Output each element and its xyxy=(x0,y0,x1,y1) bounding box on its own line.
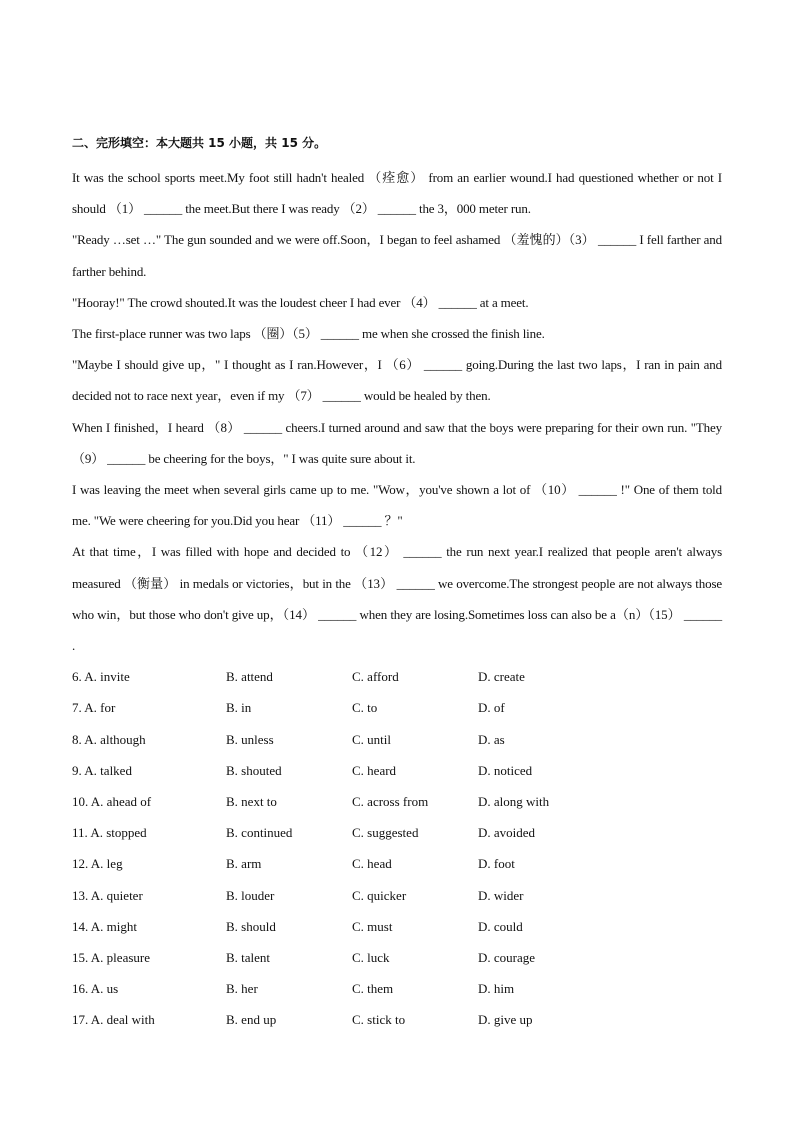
option-a: 14. A. might xyxy=(72,918,138,934)
passage-paragraph: "Maybe I should give up，" I thought as I ran.However，I （6） ______ going.During the last two laps，I ran in pain and decided not to race next year，even if my （7） ______ would be healed by then. xyxy=(72,357,722,404)
option-b: B. talent xyxy=(226,949,271,965)
question-number: 14. xyxy=(72,918,89,934)
option-c: C. stick to xyxy=(352,1012,406,1028)
option-d: D. wider xyxy=(478,887,524,903)
option-b: B. should xyxy=(226,918,276,934)
option-d: D. courage xyxy=(478,949,536,965)
question-options-row xyxy=(72,724,722,755)
option-a: 11. A. stopped xyxy=(72,825,147,841)
option-a: 10. A. ahead of xyxy=(72,794,152,809)
option-c: C. heard xyxy=(352,762,397,778)
passage-paragraph: "Ready …set …" The gun sounded and we were off.Soon，I began to feel ashamed （羞愧的）（3） ______ I fell farther and farther behind. xyxy=(72,232,722,279)
passage-paragraph: I was leaving the meet when several girls came up to me. "Wow，you've shown a lot of （10） ______ !" One of them told me. "We were cheering for you.Did you hear （11） ______ ？" xyxy=(72,482,722,529)
question-number: 11. xyxy=(72,825,88,841)
question-options-row xyxy=(72,817,722,848)
question-options-row xyxy=(72,911,722,942)
document-page xyxy=(72,136,722,1036)
option-b: B. continued xyxy=(226,825,293,841)
option-b: B. next to xyxy=(226,794,277,809)
option-d: D. as xyxy=(478,731,505,747)
option-c: C. quicker xyxy=(352,887,407,903)
option-d: D. him xyxy=(478,981,515,997)
question-number: 8. xyxy=(72,731,82,747)
option-a: 17. A. deal with xyxy=(72,1012,155,1028)
option-b: B. her xyxy=(226,981,258,997)
question-options-row xyxy=(72,880,722,911)
question-options-row xyxy=(72,1004,722,1035)
question-number: 10. xyxy=(72,794,89,809)
option-c: C. to xyxy=(352,700,378,716)
passage-paragraph: It was the school sports meet.My foot still hadn't healed （痊愈） from an earlier wound.I had questioned whether or not I should （1） ______ the meet.But there I was ready （2） ______ the 3，000 meter run. xyxy=(72,170,722,217)
passage-paragraph: The first-place runner was two laps （圈）（5） ______ me when she crossed the finish line. xyxy=(72,326,545,342)
option-a: 15. A. pleasure xyxy=(72,949,150,965)
option-d: D. along with xyxy=(478,794,550,809)
option-b: B. end up xyxy=(226,1012,277,1028)
option-d: D. create xyxy=(478,669,525,685)
option-a: 8. A. although xyxy=(72,731,146,747)
answer-options xyxy=(72,661,722,1035)
question-options-row xyxy=(72,848,722,879)
question-options-row xyxy=(72,786,722,817)
option-b: B. louder xyxy=(226,887,275,903)
option-b: B. in xyxy=(226,700,252,716)
option-a: 16. A. us xyxy=(72,981,119,997)
question-options-row xyxy=(72,755,722,786)
question-options-row xyxy=(72,692,722,723)
option-d: D. noticed xyxy=(478,762,533,778)
option-c: C. luck xyxy=(352,949,390,965)
option-d: D. avoided xyxy=(478,825,536,841)
option-c: C. until xyxy=(352,731,392,747)
option-c: C. afford xyxy=(352,669,399,685)
passage-paragraph: When I finished，I heard （8） ______ cheers.I turned around and saw that the boys were preparing for their own run. "They （9） ______ be cheering for the boys，" I was quite sure about it. xyxy=(72,419,722,466)
option-a: 13. A. quieter xyxy=(72,887,143,903)
option-c: C. them xyxy=(352,981,394,997)
question-options-row xyxy=(72,942,722,973)
option-c: C. must xyxy=(352,918,393,934)
question-options-row xyxy=(72,973,722,1004)
option-c: C. head xyxy=(352,856,392,872)
option-a: 12. A. leg xyxy=(72,856,123,872)
option-d: D. foot xyxy=(478,856,515,872)
option-d: D. could xyxy=(478,918,523,934)
option-a: 9. A. talked xyxy=(72,762,132,778)
question-number: 17. xyxy=(72,1012,89,1028)
option-d: D. of xyxy=(478,700,505,716)
option-b: B. attend xyxy=(226,669,273,685)
passage-paragraph: At that time，I was filled with hope and decided to （12） ______ the run next year.I realized that people aren't always measured （衡量） in medals or victories，but in the （13） ______ we overcome.The strongest people are not always those who win，but those who don't give up，（14） ______ when they are losing.Sometimes loss can also be a（n）（15） ______ . xyxy=(72,544,722,654)
question-number: 6. xyxy=(72,669,82,685)
option-b: B. unless xyxy=(226,731,274,747)
option-a: 6. A. invite xyxy=(72,669,130,685)
option-c: C. suggested xyxy=(352,825,419,841)
passage-paragraph: "Hooray!" The crowd shouted.It was the loudest cheer I had ever （4） ______ at a meet. xyxy=(72,294,529,310)
option-c: C. across from xyxy=(352,794,429,809)
question-options-row xyxy=(72,661,722,692)
option-b: B. shouted xyxy=(226,762,282,778)
question-number: 12. xyxy=(72,856,89,872)
question-number: 9. xyxy=(72,762,82,778)
question-number: 7. xyxy=(72,700,82,716)
cloze-passage xyxy=(72,162,722,661)
question-number: 16. xyxy=(72,981,89,997)
option-b: B. arm xyxy=(226,856,262,872)
option-d: D. give up xyxy=(478,1012,533,1028)
question-number: 13. xyxy=(72,887,89,903)
option-a: 7. A. for xyxy=(72,700,116,716)
question-number: 15. xyxy=(72,949,89,965)
section-title: 二、完形填空：本大题共 15 小题，共 15 分。 xyxy=(72,136,327,150)
